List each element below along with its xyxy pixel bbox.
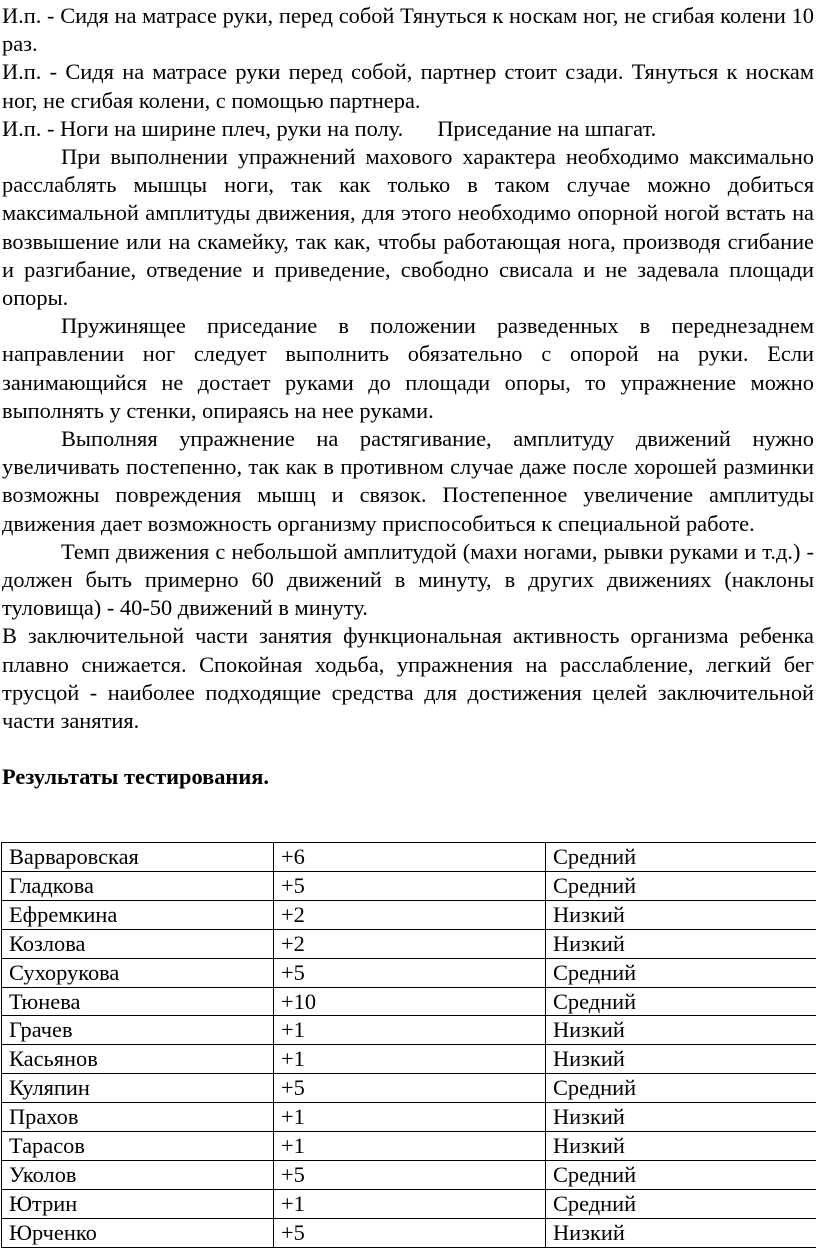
table-row <box>2 871 816 900</box>
blank-line <box>2 735 814 763</box>
paragraph-exercise-3 <box>2 115 814 143</box>
level-cell: Средний <box>546 1074 816 1103</box>
level-cell: Низкий <box>546 1218 816 1247</box>
results-table-body <box>2 843 816 1248</box>
student-name-cell: Варваровская <box>2 843 274 872</box>
student-name-cell: Юрченко <box>2 1218 274 1247</box>
table-row <box>2 1132 816 1161</box>
level-cell: Средний <box>546 1160 816 1189</box>
body-text <box>2 2 814 792</box>
results-heading: Результаты тестирования. <box>2 764 269 790</box>
level-cell: Низкий <box>546 1132 816 1161</box>
table-row <box>2 1045 816 1074</box>
table-row <box>2 843 816 872</box>
paragraph-exercise-2: И.п. - Сидя на матрасе руки перед собой, партнер стоит сзади. Тянуться к носкам ног, не сгибая колени, с помощью партнера. <box>2 59 814 113</box>
table-row <box>2 1103 816 1132</box>
paragraph-spring-squat: Пружинящее приседание в положении разведенных в переднезаднем направлении ног следует выполнить обязательно с опорой на руки. Если занимающийся не достает руками до площади опоры, то упражнение можно выполнять у стенки, опираясь на нее руками. <box>2 313 814 423</box>
table-row <box>2 1074 816 1103</box>
student-name-cell: Грачев <box>2 1016 274 1045</box>
paragraph-final-part: В заключительной части занятия функциональная активность организма ребенка плавно снижается. Спокойная ходьба, упражнения на расслабление, легкий бег трусцой - наиболее подходящие средства для достижения целей заключительной части занятия. <box>2 623 814 734</box>
level-cell: Средний <box>546 987 816 1016</box>
score-cell: +10 <box>274 987 546 1016</box>
paragraph-swing-exercises: При выполнении упражнений махового характера необходимо максимально расслаблять мышцы ноги, так как только в таком случае можно добиться максимальной амплитуды движения, для этого необходимо опорной ногой встать на возвышение или на скамейку, так как, чтобы работающая нога, производя сгибание и разгибание, отведение и приведение, свободно свисала и не задевала площади опоры. <box>2 144 814 311</box>
student-name-cell: Гладкова <box>2 871 274 900</box>
level-cell: Низкий <box>546 900 816 929</box>
score-cell: +1 <box>274 1103 546 1132</box>
paragraph-exercise-1: И.п. - Сидя на матрасе руки, перед собой Тянуться к носкам ног, не сгибая колени 10 раз. <box>2 3 814 57</box>
table-row <box>2 900 816 929</box>
score-cell: +2 <box>274 929 546 958</box>
paragraph-tempo: Темп движения с небольшой амплитудой (махи ногами, рывки руками и т.д.) - должен быть примерно 60 движений в минуту, в других движениях (наклоны туловища) - 40-50 движений в минуту. <box>2 538 814 621</box>
student-name-cell: Касьянов <box>2 1045 274 1074</box>
table-row <box>2 1160 816 1189</box>
level-cell: Низкий <box>546 1016 816 1045</box>
level-cell: Средний <box>546 958 816 987</box>
level-cell: Низкий <box>546 1103 816 1132</box>
student-name-cell: Тюнева <box>2 987 274 1016</box>
score-cell: +6 <box>274 843 546 872</box>
table-row <box>2 1218 816 1247</box>
score-cell: +1 <box>274 1016 546 1045</box>
student-name-cell: Козлова <box>2 929 274 958</box>
paragraph-stretching: Выполняя упражнение на растягивание, амплитуду движений нужно увеличивать постепенно, так как в противном случае даже после хорошей разминки возможны повреждения мышц и связок. Постепенное увеличение амплитуды движения дает возможность организму приспособиться к специальной работе. <box>2 426 814 536</box>
score-cell: +1 <box>274 1132 546 1161</box>
student-name-cell: Ютрин <box>2 1189 274 1218</box>
student-name-cell: Уколов <box>2 1160 274 1189</box>
level-cell: Низкий <box>546 1045 816 1074</box>
level-cell: Средний <box>546 843 816 872</box>
score-cell: +1 <box>274 1045 546 1074</box>
table-row <box>2 987 816 1016</box>
exercise-3-name: Приседание на шпагат. <box>437 115 657 141</box>
student-name-cell: Сухорукова <box>2 958 274 987</box>
score-cell: +1 <box>274 1189 546 1218</box>
table-row <box>2 1016 816 1045</box>
table-row <box>2 929 816 958</box>
student-name-cell: Куляпин <box>2 1074 274 1103</box>
student-name-cell: Ефремкина <box>2 900 274 929</box>
exercise-3-start: И.п. - Ноги на ширине плеч, руки на полу. <box>2 115 404 141</box>
level-cell: Средний <box>546 1189 816 1218</box>
student-name-cell: Прахов <box>2 1103 274 1132</box>
score-cell: +5 <box>274 1160 546 1189</box>
score-cell: +5 <box>274 871 546 900</box>
table-row <box>2 958 816 987</box>
level-cell: Низкий <box>546 929 816 958</box>
score-cell: +5 <box>274 1218 546 1247</box>
student-name-cell: Тарасов <box>2 1132 274 1161</box>
table-row <box>2 1189 816 1218</box>
score-cell: +2 <box>274 900 546 929</box>
score-cell: +5 <box>274 958 546 987</box>
results-table <box>1 842 816 1248</box>
level-cell: Средний <box>546 871 816 900</box>
score-cell: +5 <box>274 1074 546 1103</box>
